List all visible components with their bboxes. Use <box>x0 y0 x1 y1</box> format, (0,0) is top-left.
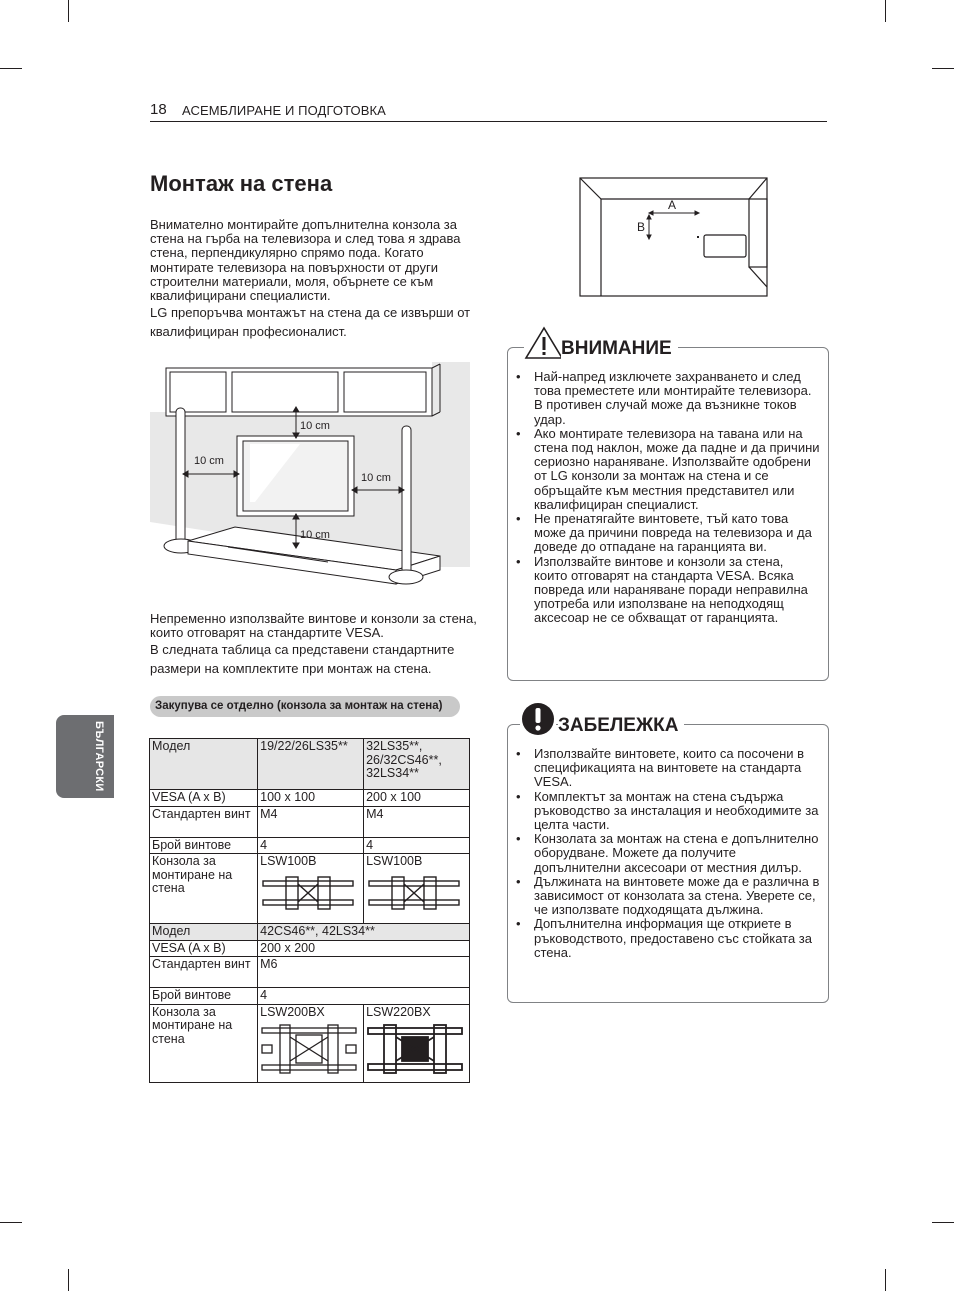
table-cell: 19/22/26LS35** <box>258 739 364 790</box>
table-cell: 42CS46**, 42LS34** <box>258 924 470 941</box>
clearance-label-left: 10 cm <box>194 455 224 467</box>
table-cell: M6 <box>258 957 470 988</box>
table-row <box>150 988 470 1005</box>
table-cell: Конзола за монтиране на стена <box>150 1004 258 1082</box>
page-title: Монтаж на стена <box>150 171 333 196</box>
vesa-paragraph-line: Непременно използвайте винтове и конзоли за стена, които отговарят на стандартите VESA. <box>150 611 477 641</box>
note-list <box>508 747 820 960</box>
crop-mark <box>68 0 69 22</box>
language-tab <box>56 715 114 798</box>
wall-mount-clearance-diagram <box>150 362 470 594</box>
vesa-paragraph <box>150 612 480 678</box>
clearance-label-top: 10 cm <box>300 420 330 432</box>
table-cell <box>364 1004 470 1082</box>
bracket-lsw100b-image <box>260 875 356 911</box>
section-header: АСЕМБЛИРАНЕ И ПОДГОТОВКА <box>182 103 386 118</box>
bracket-model: LSW100B <box>260 854 317 868</box>
clearance-label-right: 10 cm <box>361 472 391 484</box>
crop-mark <box>0 1222 22 1223</box>
table-cell <box>258 854 364 924</box>
table-cell: Стандартен винт <box>150 806 258 837</box>
table-cell <box>364 854 470 924</box>
list-item: • Използвайте винтовете, които са посочени в спецификацията на винтовете на стандарта VESA. <box>508 747 820 790</box>
table-cell <box>258 1004 364 1082</box>
tv-panel <box>237 436 354 516</box>
language-tab-label: БЪЛГАРСКИ <box>93 721 105 792</box>
bracket-model: LSW200BX <box>260 1004 325 1019</box>
table-cell: 4 <box>258 837 364 854</box>
sold-separately-label: Закупува се отделно (конзола за монтаж на стена) <box>150 696 460 717</box>
tv-back-diagram <box>579 177 769 298</box>
table-row <box>150 837 470 854</box>
list-item: • Използвайте винтове и конзоли за стена, които отговарят на стандарта VESA. Всяка повреда или нараняване поради неправилна употреба или използване на неподходящ аксесоар не се обхващат от гаранцията. <box>508 555 820 626</box>
vesa-paragraph-line: В следната таблица са представени стандартните размери на комплектите при монтаж на стена. <box>150 642 455 677</box>
table-cell: Модел <box>150 924 258 941</box>
crop-mark <box>885 0 886 22</box>
table-row <box>150 739 470 790</box>
table-cell: M4 <box>258 806 364 837</box>
table-cell: 4 <box>364 837 470 854</box>
list-item: • Конзолата за монтаж на стена е допълнително оборудване. Можете да получите допълнителни аксесоари от местния дилър. <box>508 832 820 875</box>
table-cell: Стандартен винт <box>150 957 258 988</box>
table-cell: Конзола за монтиране на стена <box>150 854 258 924</box>
page-number: 18 <box>150 101 167 118</box>
table-cell: Модел <box>150 739 258 790</box>
table-row <box>150 854 470 924</box>
table-row <box>150 1004 470 1082</box>
caution-list <box>508 370 820 626</box>
wall-cabinet <box>166 364 440 416</box>
intro-paragraph: Внимателно монтирайте допълнителна конзола за стена на гърба на телевизора и след това я здрава стена, перпендикулярно спрямо пода. Когато монтирате телевизора на повърхности от други строителни материали, моля, обърнете се към квалифицирани специалисти. <box>150 217 461 304</box>
note-title: ЗАБЕЛЕЖКА <box>558 715 684 737</box>
caution-box <box>507 338 829 681</box>
list-item: • Ако монтирате телевизора на тавана или на стена под наклон, може да падне и да причини сериозно нараняване. Използвайте одобрени от LG конзоли за монтаж на стена и се обръщайте към местния представител или квалифициран специалист. <box>508 427 820 512</box>
list-item: • Допълнителна информация ще откриете в ръководството, предоставено със стойката за стена. <box>508 917 820 960</box>
exclamation-circle-icon <box>520 701 556 737</box>
clearance-label-bottom: 10 cm <box>300 529 330 541</box>
table-cell: 4 <box>258 988 470 1005</box>
bracket-lsw220bx-image <box>366 1023 464 1075</box>
list-item: • Не пренатягайте винтовете, тъй като това може да причини повреда на телевизора и да доведе до отпадане на гаранцията ви. <box>508 512 820 555</box>
list-item: • Комплектът за монтаж на стена съдържа ръководство за инсталация и необходимите за целта части. <box>508 790 820 833</box>
bracket-lsw100b-image <box>366 875 462 911</box>
crop-mark <box>68 1269 69 1291</box>
bracket-model: LSW220BX <box>366 1004 431 1019</box>
table-cell: M4 <box>364 806 470 837</box>
header-rule <box>150 121 827 122</box>
table-cell: 32LS35**, 26/32CS46**, 32LS34** <box>364 739 470 790</box>
list-item: • Най-напред изключете захранването и след това преместете или монтирайте телевизора. В противен случай може да възникне токов удар. <box>508 370 820 427</box>
warning-triangle-icon <box>524 326 564 360</box>
table-cell: VESA (A x B) <box>150 940 258 957</box>
caution-title: ВНИМАНИЕ <box>561 338 678 360</box>
list-item: • Дължината на винтовете може да е различна в зависимост от конзолата за стена. Уверете се, че използвате подходящата дължина. <box>508 875 820 918</box>
bracket-spec-table <box>149 738 470 1083</box>
table-row <box>150 924 470 941</box>
crop-mark <box>885 1269 886 1291</box>
note-box <box>507 715 829 1003</box>
intro-text <box>150 218 480 341</box>
crop-mark <box>932 68 954 69</box>
table-cell: VESA (A x B) <box>150 790 258 807</box>
table-cell: 100 x 100 <box>258 790 364 807</box>
dimension-label-b: B <box>637 220 646 234</box>
table-cell: Брой винтове <box>150 837 258 854</box>
bracket-lsw200bx-image <box>260 1023 358 1075</box>
table-row <box>150 806 470 837</box>
dimension-label-a: A <box>668 198 677 212</box>
table-cell: 200 x 100 <box>364 790 470 807</box>
table-cell: Брой винтове <box>150 988 258 1005</box>
crop-mark <box>0 68 22 69</box>
table-row <box>150 957 470 988</box>
table-cell: 200 x 200 <box>258 940 470 957</box>
bracket-model: LSW100B <box>366 854 423 868</box>
table-row <box>150 790 470 807</box>
table-row <box>150 940 470 957</box>
intro-paragraph: LG препоръчва монтажът на стена да се извърши от квалифициран професионалист. <box>150 305 471 340</box>
crop-mark <box>932 1222 954 1223</box>
